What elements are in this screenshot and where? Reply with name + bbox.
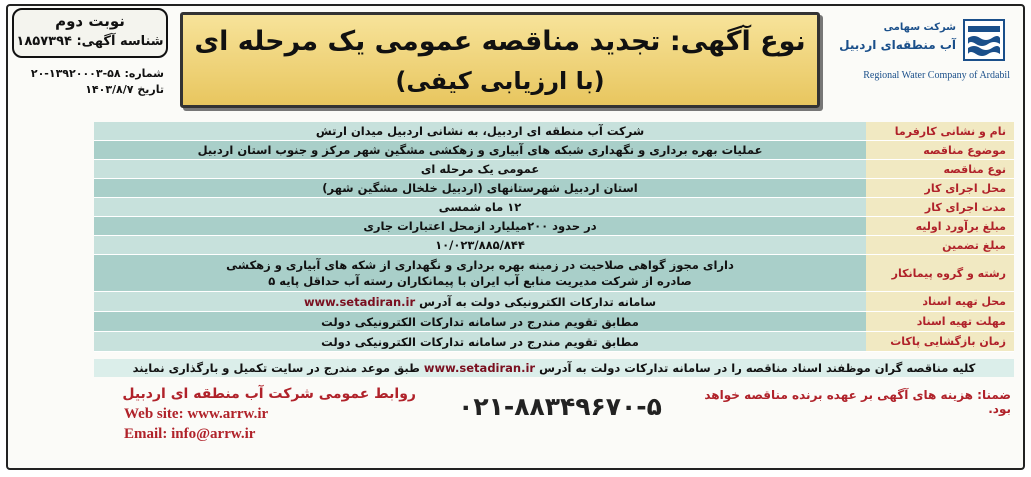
ad-id: شناسه آگهی: ۱۸۵۷۳۹۴ [16, 34, 164, 49]
row-value: در حدود ۲۰۰میلیارد ازمحل اعتبارات جاری [94, 217, 866, 235]
reference-number: شماره: ۵۸-۱۳۹۲۰۰۰۳-۲۰ [30, 67, 164, 80]
table-row [94, 160, 1014, 179]
logo-company-name: آب منطقه‌ای اردبیل [839, 38, 956, 52]
water-wave-icon [962, 18, 1006, 62]
table-row [94, 198, 1014, 217]
contact-block [116, 384, 416, 444]
row-label: مهلت تهیه اسناد [866, 312, 1014, 331]
reference-date: تاریخ ۱۴۰۳/۸/۷ [85, 83, 164, 96]
round-label: نوبت دوم [55, 12, 125, 30]
row-value: عمومی یک مرحله ای [94, 160, 866, 178]
row-label: مبلغ برآورد اولیه [866, 217, 1014, 235]
title-box [180, 12, 820, 108]
logo-english-name: Regional Water Company of Ardabil [863, 70, 1010, 81]
row-value: استان اردبیل شهرستانهای (اردبیل خلخال مشگین شهر) [94, 179, 866, 197]
row-value-line: دارای مجوز گواهی صلاحیت در زمینه بهره برداری و نگهداری از شکه های آبیاری و زهکشی [226, 258, 734, 272]
note-text-before: کلیه مناقصه گران موظفند اسناد مناقصه را در سامانه تدارکات دولت به آدرس [539, 361, 976, 375]
row-value: شرکت آب منطقه ای اردبیل، به نشانی اردبیل میدان ارتش [94, 122, 866, 140]
row-label: زمان بازگشایی پاکات [866, 332, 1014, 351]
setadiran-link[interactable]: www.setadiran.ir [303, 294, 416, 309]
table-row [94, 217, 1014, 236]
table-row [94, 292, 1014, 312]
table-row [94, 141, 1014, 160]
table-row [94, 312, 1014, 332]
row-value [94, 292, 866, 311]
row-value: مطابق تقویم مندرج در سامانه تدارکات الکترونیکی دولت [94, 332, 866, 351]
row-value: عملیات بهره برداری و نگهداری شبکه های آبیاری و زهکشی مشگین شهر مرکز و جنوب استان اردبیل [94, 141, 866, 159]
table-row [94, 236, 1014, 255]
note-setadiran-link[interactable]: www.setadiran.ir [423, 361, 536, 375]
ad-cost-note: ضمنا: هزینه های آگهی بر عهده برنده مناقصه خواهد بود. [704, 388, 1011, 416]
row-value-line: صادره از شرکت مدیریت منابع آب ایران با پیمانکاران رسته آب حداقل پایه ۵ [268, 274, 692, 288]
row-label: موضوع مناقصه [866, 141, 1014, 159]
row-label: محل تهیه اسناد [866, 292, 1014, 311]
logo-company-type: شرکت سهامی [883, 22, 956, 33]
row-label: نوع مناقصه [866, 160, 1014, 178]
row-label: محل اجرای کار [866, 179, 1014, 197]
row-label: نام و نشانی کارفرما [866, 122, 1014, 140]
table-row [94, 255, 1014, 292]
row-label: مبلغ تضمین [866, 236, 1014, 254]
table-row [94, 122, 1014, 141]
public-relations-title: روابط عمومی شرکت آب منطقه ای اردبیل [122, 386, 416, 402]
table-row [94, 179, 1014, 198]
page-title: نوع آگهی: تجدید مناقصه عمومی یک مرحله ای [194, 26, 806, 57]
table-row [94, 332, 1014, 352]
company-logo [832, 14, 1014, 94]
footer [20, 382, 1015, 462]
row-value [94, 255, 866, 291]
row-value: ۱۲ ماه شمسی [94, 198, 866, 216]
row-label: مدت اجرای کار [866, 198, 1014, 216]
page-subtitle: (با ارزیابی کیفی) [395, 67, 605, 95]
row-label: رشته و گروه پیمانکار [866, 255, 1014, 291]
row-value: ۱۰/۰۲۳/۸۸۵/۸۴۴ [94, 236, 866, 254]
email-link[interactable]: Email: info@arrw.ir [124, 426, 256, 442]
row-value: مطابق تقویم مندرج در سامانه تدارکات الکترونیکی دولت [94, 312, 866, 331]
bidders-note [94, 359, 1014, 377]
note-text-after: طبق موعد مندرج در سایت تکمیل و بارگذاری نمایند [132, 361, 420, 375]
reference-info [14, 66, 164, 98]
row-value-text: سامانه تدارکات الکترونیکی دولت به آدرس [419, 294, 657, 309]
tender-details-table [94, 122, 1014, 352]
round-badge [12, 8, 168, 58]
website-link[interactable]: Web site: www.arrw.ir [124, 406, 269, 422]
phone-number: ۰۲۱-۸۸۳۴۹۶۷۰-۵ [458, 392, 662, 421]
